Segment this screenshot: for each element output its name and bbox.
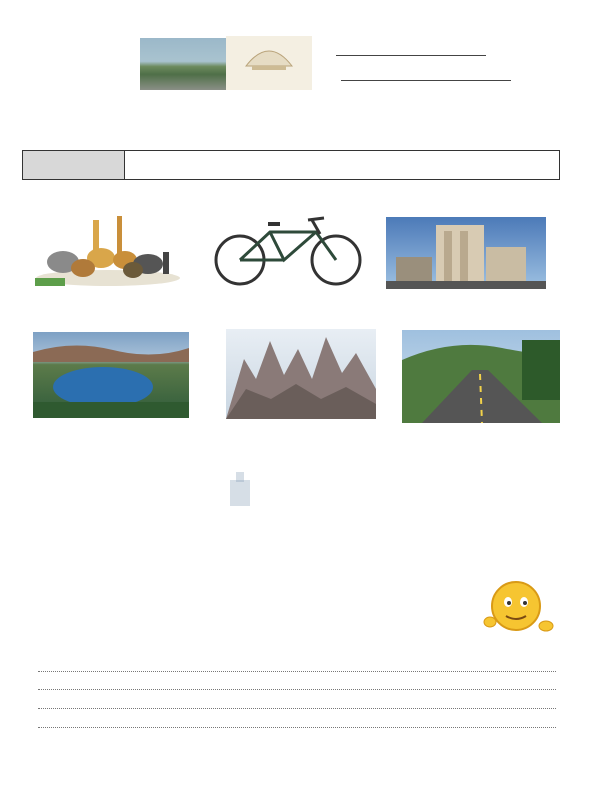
date-field[interactable] — [341, 70, 511, 84]
date-blank[interactable] — [341, 70, 511, 81]
writing-line-1[interactable] — [38, 670, 556, 672]
name-blank[interactable] — [336, 45, 486, 56]
writing-line-4[interactable] — [38, 726, 556, 728]
buildings-picture — [386, 217, 546, 289]
name-field[interactable] — [336, 45, 486, 59]
thinking-emoji-icon — [482, 578, 556, 638]
objective-table — [22, 150, 560, 180]
grade-field — [55, 45, 61, 57]
objective-label — [23, 151, 125, 179]
writing-line-3[interactable] — [38, 707, 556, 709]
mountains-picture — [226, 329, 376, 419]
bicycle-picture — [208, 212, 368, 288]
road-picture — [402, 330, 560, 423]
animals-picture — [33, 212, 183, 288]
writing-line-2[interactable] — [38, 688, 556, 690]
objective-text — [125, 151, 137, 179]
dome-icon — [226, 36, 312, 90]
lake-picture — [33, 332, 189, 418]
watermark-logo — [222, 470, 282, 530]
school-logo — [226, 36, 312, 90]
school-photo — [140, 38, 226, 90]
